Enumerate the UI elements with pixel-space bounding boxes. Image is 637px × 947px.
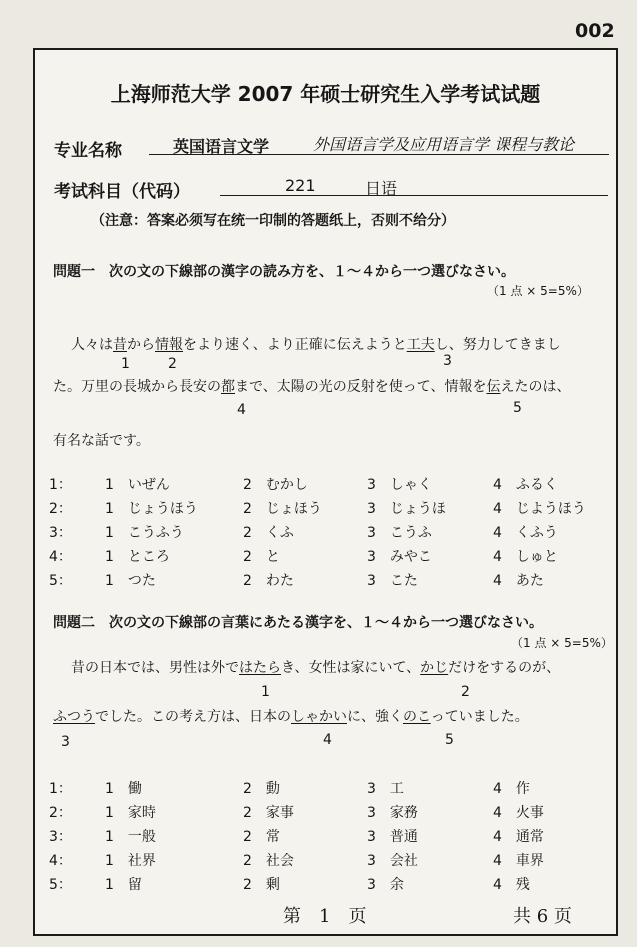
q2-passage-line1	[71, 657, 560, 677]
q2-l2-b: でした。この考え方は、日本の	[95, 709, 291, 725]
q2-3-choice-1[interactable]: 1 一般	[105, 829, 156, 845]
exam-sheet: 上海师范大学 2007 年硕士研究生入学考试试题 专业名称 英国语言文学 外国语言学及应用语言学 课程与教论 考试科目（代码） 221 日语 （注意：答案必须写在统一印制的答题纸上，否则不给分） 問題一 次の文の下線部の漢字の読み方を、１～４から一つ選びなさい。 （1 点 × 5=5%） 人々は昔から情報をより速く、より正確に伝えようと工夫し、努力してきまし 1 2 3 た。万里の長城から長安の都まで、太陽の光の反射を使って、情報を伝えたのは、 4 5 有名な話です。 1： 1 いぜん 2 むかし 3 しゃく 4 ふるく 2： 1 じょうほう 2 じょほう 3 じょうほ 4 じようほう 3： 1 こうふう 2 くふ 3 こうふ 4 くふう 4： 1 ところ 2 と 3 みやこ 4 しゅと 5： 1 つた 2 わた 3 こた 4 あた 問題二 次の文の下線部の言葉にあたる漢字を、１～４から一つ選びなさい。 （1 点 × 5=5%） 昔の日本では、男性は外ではたらき、女性は家にいて、かじだけをするのが、 1 2 ふつうでした。この考え方は、日本のしゃかいに、強くのこっていました。 3 4 5 1： 1 働 2 動 3 工 4 作 2： 1 家時 2 家事 3 家務 4 火事 3： 1 一般 2 常 3 普通 4 通常 4： 1 社界 2 社会 3 会社 4 車界 5： 1 留 2 剰 3 余 4 残 第 1 页 共 6 页	[33, 48, 618, 936]
q2-3-choice-4[interactable]: 4 通常	[493, 829, 544, 845]
q1-score: （1 点 × 5=5%）	[487, 284, 589, 298]
q2-5-choice-1[interactable]: 1 留	[105, 877, 142, 893]
q2-l1-underline-1: はたら	[239, 660, 281, 676]
exam-title: 上海师范大学 2007 年硕士研究生入学考试试题	[110, 82, 541, 106]
q1-5-choice-1[interactable]: 1 つた	[105, 573, 156, 589]
q1-mark-2: 2	[168, 356, 177, 372]
q1-l1-underline-2: 情報	[155, 337, 183, 353]
q2-mark-3: 3	[61, 734, 70, 750]
q2-mark-2: 2	[461, 684, 470, 700]
q2-2-choice-2[interactable]: 2 家事	[243, 805, 294, 821]
q1-1-choice-2[interactable]: 2 むかし	[243, 477, 308, 493]
q1-3-choice-3[interactable]: 3 こうふ	[367, 525, 432, 541]
q1-2-choice-2[interactable]: 2 じょほう	[243, 501, 322, 517]
q2-2-choice-3[interactable]: 3 家務	[367, 805, 418, 821]
q2-l2-d: に、強く	[347, 709, 403, 725]
q2-l2-underline-4: しゃかい	[291, 709, 347, 725]
q1-heading: 問題一 次の文の下線部の漢字の読み方を、１～４から一つ選びなさい。	[53, 264, 515, 280]
q1-l1-c: から	[127, 337, 155, 353]
q2-4-choice-4[interactable]: 4 車界	[493, 853, 544, 869]
q2-mark-4: 4	[323, 732, 332, 748]
q1-l2-underline-5: 伝	[486, 379, 501, 395]
q2-passage-line2	[53, 706, 529, 726]
q2-heading: 問題二 次の文の下線部の言葉にあたる漢字を、１～４から一つ選びなさい。	[53, 615, 543, 631]
q2-5-choice-4[interactable]: 4 残	[493, 877, 530, 893]
q2-4-choice-3[interactable]: 3 会社	[367, 853, 418, 869]
q1-l2-c: まで、太陽の光の反射を使って、情報を	[235, 379, 487, 395]
q1-3-choice-2[interactable]: 2 くふ	[243, 525, 294, 541]
q1-passage-line1	[71, 334, 561, 354]
page-number: 第 1 页	[283, 906, 367, 927]
q1-l1-g: し、努力してきまし	[434, 337, 561, 353]
q1-2-choice-4[interactable]: 4 じようほう	[493, 501, 586, 517]
q2-l2-underline-5: のこ	[403, 709, 431, 725]
q2-1-choice-1[interactable]: 1 働	[105, 781, 142, 797]
q2-l1-e: だけをするのが、	[448, 660, 561, 676]
q2-l1-c: き、女性は家にいて、	[281, 660, 421, 676]
q2-3-choice-3[interactable]: 3 普通	[367, 829, 418, 845]
q1-passage-line3: 有名な話です。	[53, 433, 150, 449]
q2-5-choice-2[interactable]: 2 剰	[243, 877, 280, 893]
q1-1-choice-3[interactable]: 3 しゃく	[367, 477, 432, 493]
q2-4-choice-2[interactable]: 2 社会	[243, 853, 294, 869]
q2-mark-5: 5	[445, 732, 454, 748]
subject-label: 考试科目（代码）	[54, 182, 190, 202]
q1-4-choice-2[interactable]: 2 と	[243, 549, 280, 565]
q1-5-choice-4[interactable]: 4 あた	[493, 573, 544, 589]
q2-2-choice-4[interactable]: 4 火事	[493, 805, 544, 821]
q1-l1-underline-3: 工夫	[406, 337, 435, 353]
q1-l1-underline-1: 昔	[113, 337, 127, 353]
q2-4-choice-1[interactable]: 1 社界	[105, 853, 156, 869]
subject-code: 221	[285, 176, 316, 195]
q1-3-choice-1[interactable]: 1 こうふう	[105, 525, 184, 541]
q2-5-choice-3[interactable]: 3 余	[367, 877, 404, 893]
subject-name: 日语	[365, 179, 398, 198]
q1-2-choice-3[interactable]: 3 じょうほ	[367, 501, 446, 517]
q2-mark-1: 1	[261, 684, 270, 700]
page-code: 002	[575, 20, 615, 42]
q1-mark-1: 1	[121, 356, 130, 372]
q1-mark-3: 3	[443, 353, 452, 369]
subject-underline	[220, 195, 608, 196]
q1-3-choice-4[interactable]: 4 くふう	[493, 525, 558, 541]
major-handwritten: 外国语言学及应用语言学 课程与教论	[313, 135, 575, 154]
q1-passage-line2	[53, 376, 570, 396]
q2-l1-a: 昔の日本では、男性は外で	[71, 660, 239, 676]
q2-1-choice-2[interactable]: 2 動	[243, 781, 280, 797]
q1-l2-a: た。万里の長城から長安の	[53, 379, 221, 395]
q2-score: （1 点 × 5=5%）	[511, 636, 613, 650]
q1-mark-5: 5	[513, 400, 522, 416]
q2-l2-underline-3: ふつう	[53, 709, 95, 725]
q1-1-choice-1[interactable]: 1 いぜん	[105, 477, 170, 493]
q2-l1-underline-2: かじ	[420, 660, 449, 676]
q2-3-choice-2[interactable]: 2 常	[243, 829, 280, 845]
q1-mark-4: 4	[237, 402, 246, 418]
notice: （注意：答案必须写在统一印制的答题纸上，否则不给分）	[91, 213, 455, 229]
q1-l2-e: えたのは、	[500, 379, 571, 395]
major-value: 英国语言文学	[173, 137, 270, 156]
q1-l1-e: をより速く、より正確に伝えようと	[183, 337, 407, 353]
q1-1-choice-4[interactable]: 4 ふるく	[493, 477, 558, 493]
q1-l2-underline-4: 都	[221, 379, 235, 395]
q1-5-choice-2[interactable]: 2 わた	[243, 573, 294, 589]
q1-4-choice-3[interactable]: 3 みやこ	[367, 549, 432, 565]
q1-2-choice-1[interactable]: 1 じょうほう	[105, 501, 198, 517]
q1-l1-a: 人々は	[71, 337, 113, 353]
q2-l2-f: っていました。	[430, 709, 529, 725]
q1-4-choice-4[interactable]: 4 しゅと	[493, 549, 558, 565]
q2-2-choice-1[interactable]: 1 家時	[105, 805, 156, 821]
q2-1-choice-3[interactable]: 3 工	[367, 781, 404, 797]
page-total: 共 6 页	[513, 906, 572, 927]
q2-1-choice-4[interactable]: 4 作	[493, 781, 530, 797]
q1-4-choice-1[interactable]: 1 ところ	[105, 549, 170, 565]
q1-5-choice-3[interactable]: 3 こた	[367, 573, 418, 589]
major-label: 专业名称	[54, 141, 122, 161]
